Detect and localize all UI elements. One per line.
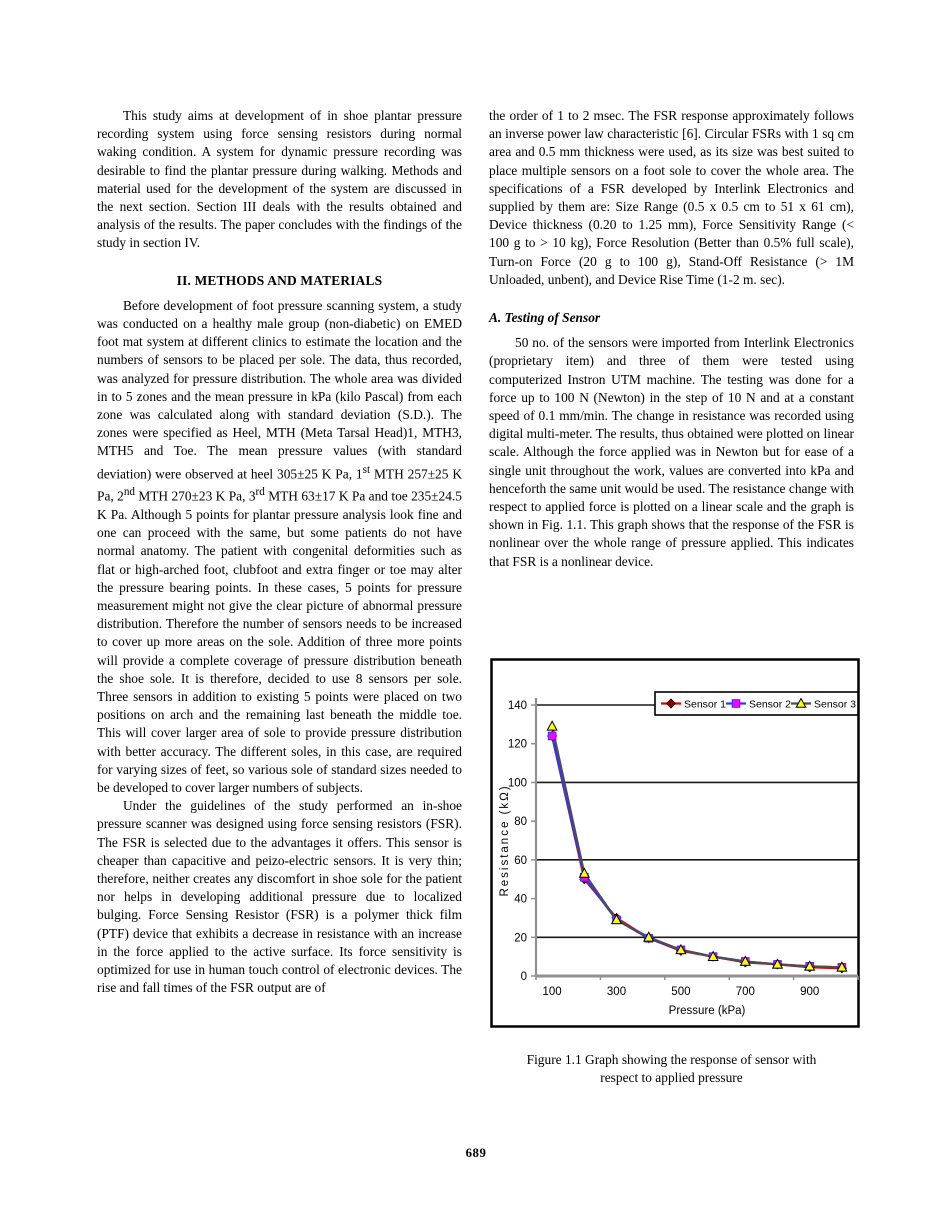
paragraph-intro: This study aims at development of in shoe plantar pressure recording system using force sensing resistors during normal waking condition. A system for dynamic pressure recording was desirable to find the plantar pressure during walking. Methods and material used for the development of the system are discussed in the next section. Section III deals with the results obtained and analysis of the results. The paper concludes with the findings of the study in section IV.: [97, 108, 462, 251]
figure-1-1: [490, 658, 860, 1028]
right-column: [489, 107, 854, 571]
svg-text:Sensor 1: Sensor 1: [684, 698, 727, 711]
svg-text:300: 300: [606, 986, 627, 998]
svg-text:Resistance (kΩ): Resistance (kΩ): [499, 784, 511, 897]
svg-text:500: 500: [671, 986, 691, 998]
svg-text:80: 80: [514, 816, 527, 829]
figure-caption: [489, 1051, 854, 1086]
paragraph-methods: Before development of foot pressure scanning system, a study was conducted on a healthy male group (non-diabetic) on EMED foot mat system at different clinics to estimate the location and the numbers of sensors to be placed per sole. The data, thus recorded, was analyzed for pressure distribution. The whole area was divided in to 5 zones and the mean pressure in kPa (kilo Pascal) from each zone was calculated along with standard deviation (S.D.). The zones were specified as Heel, MTH (Meta Tarsal Head)1, MTH3, MTH5 and Toe. The mean pressure values (with standard deviation) were observed at heel 305±25 K Pa, 1st MTH 257±25 K Pa, 2nd MTH 270±23 K Pa, 3rd MTH 63±17 K Pa and toe 235±24.5 K Pa. Although 5 points for plantar pressure analysis look fine and one can proceed with the same, but some patients do not have normal anatomy. The patient with congenital deformities such as flat or high-arched foot, clubfoot and extra finger or toe may alter the pressure bearing points. In these cases, 5 points for pressure measurement might not give the clear picture of abnormal pressure distribution. Therefore the number of sensors needs to be increased to cover up more areas on the sole. Addition of three more points will provide a complete coverage of pressure distribution beneath the shoe sole. It is therefore, decided to use 8 sensors per sole. Three sensors in addition to existing 5 points were placed on two positions on arch and the remaining last beneath the middle toe. This will cover larger area of sole to provide pressure distribution with better accuracy. The different soles, in this case, are required for varying sizes of feet, so various sole of standard sizes needed to be developed to cover larger numbers of subjects.: [97, 297, 463, 796]
svg-text:20: 20: [514, 932, 527, 945]
paragraph-fsr-specs: the order of 1 to 2 msec. The FSR response approximately follows an inverse power law characteristic [6]. Circular FSRs with 1 sq cm area and 0.5 mm thickness were used, as its size was best suited to place multiple sensors on a foot sole to cover the whole area. The specifications of a FSR developed by Interlink Electronics and supplied by them are: Size Range (0.5 x 0.5 cm to 51 x 61 cm), Device thickness (0.20 to 1.25 mm), Force Sensitivity Range (< 100 g to > 10 kg), Force Resolution (Better than 0.5% full scale), Turn-on Force (20 g to 100 g), Stand-Off Resistance (> 1M Unloaded, unbent), and Device Rise Time (1-2 m. sec).: [489, 108, 854, 287]
svg-text:Pressure (kPa): Pressure (kPa): [668, 1005, 746, 1017]
section-heading-methods: II. METHODS AND MATERIALS: [176, 272, 383, 288]
left-column: [97, 107, 462, 997]
svg-text:140: 140: [507, 700, 527, 712]
svg-text:Sensor 3: Sensor 3: [814, 698, 857, 711]
svg-text:Sensor 2: Sensor 2: [749, 698, 792, 711]
paragraph-sensor-testing: 50 no. of the sensors were imported from Interlink Electronics (proprietary item) and three of them were tested using computerized Instron UTM machine. The testing was done for a force up to 100 N (Newton) in the step of 10 N and at a constant speed of 0.1 mm/min. The change in resistance was recorded using digital multi-meter. The results, thus obtained were plotted on linear scale. Although the force applied was in Newton but for ease of a single unit throughout the work, values are converted into kPa and henceforth the same unit would be used. The resistance change with respect to applied force is plotted on a linear scale and the graph is shown in Fig. 1.1. This graph shows that the response of the FSR is nonlinear over the whole range of pressure applied. This indicates that FSR is a nonlinear device.: [489, 335, 854, 569]
sensor-response-chart: [490, 658, 860, 1028]
svg-text:40: 40: [514, 893, 527, 906]
figure-caption-line1: Figure 1.1 Graph showing the response of sensor with: [526, 1052, 817, 1067]
svg-text:0: 0: [520, 971, 527, 983]
svg-text:100: 100: [507, 777, 527, 790]
svg-text:900: 900: [800, 986, 820, 998]
svg-text:60: 60: [514, 854, 527, 867]
subsection-heading-testing: A. Testing of Sensor: [489, 310, 601, 326]
figure-caption-line2: respect to applied pressure: [600, 1069, 743, 1085]
paragraph-fsr-description: Under the guidelines of the study performed an in-shoe pressure scanner was designed using force sensing resistors (FSR). The FSR is selected due to the advantages it offers. This sensor is cheaper than capacitive and peizo-electric sensors. It is very thin; therefore, neither creates any discomfort in shoe sole for the patient nor helps in developing additional pressure due to localized bulging. Force Sensing Resistor (FSR) is a polymer thick film (PTF) device that exhibits a decrease in resistance with an increase in the force applied to the active surface. Its force sensitivity is optimized for use in human touch control of electronic devices. The rise and fall times of the FSR output are of: [97, 798, 462, 996]
svg-text:100: 100: [542, 986, 562, 998]
svg-text:700: 700: [735, 986, 755, 998]
svg-text:120: 120: [507, 738, 527, 751]
page-number: 689: [465, 1146, 487, 1160]
